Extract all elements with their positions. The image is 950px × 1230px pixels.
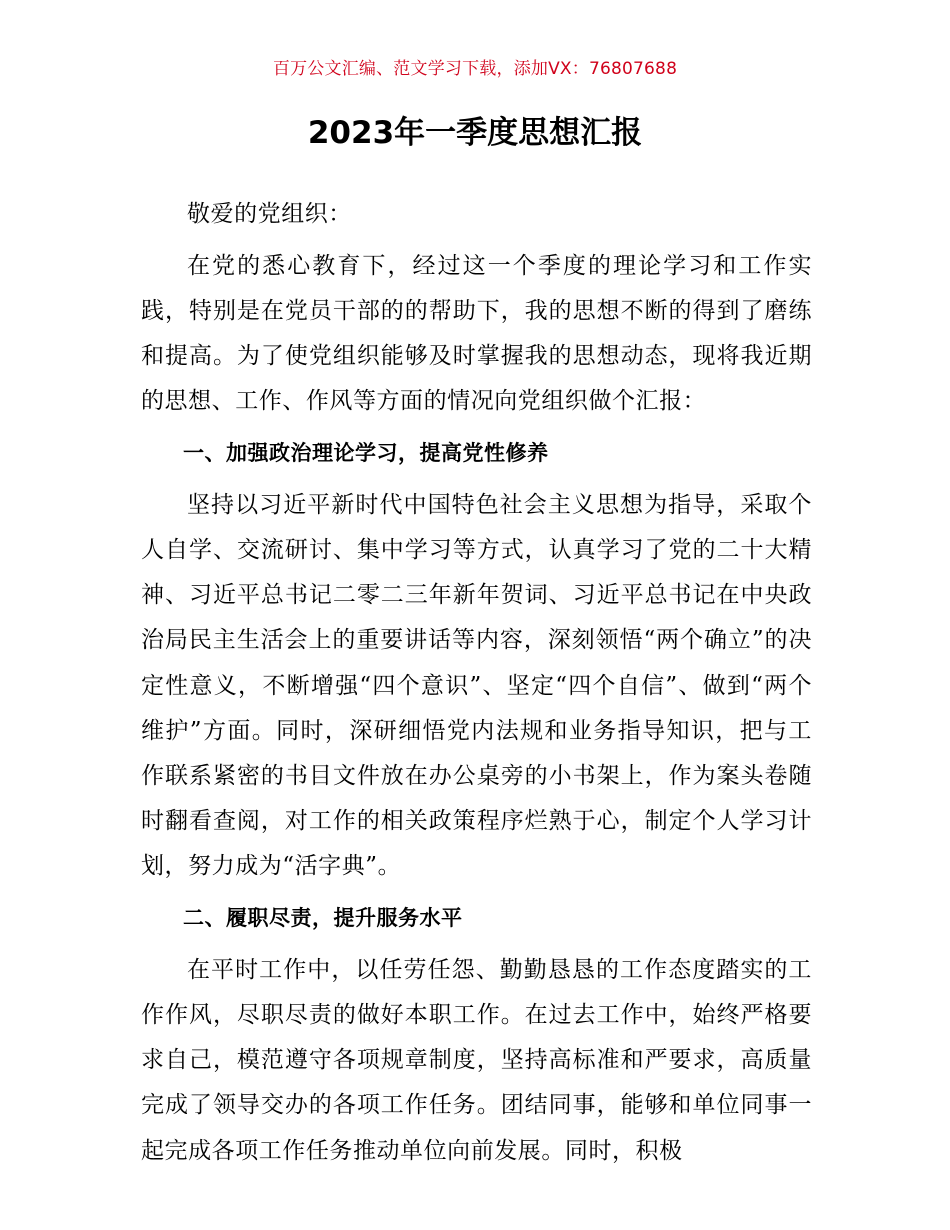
section-paragraph-2: 在平时工作中，以任劳任怨、勤勤恳恳的工作态度踏实的工作作风，尽职尽责的做好本职工作。在过去工作中，始终严格要求自己，模范遵守各项规章制度，坚持高标准和严要求，高质量完成了领导交办的各项工作任务。团结同事，能够和单位同事一起完成各项工作任务推动单位向前发展。同时，积极 [141,956,812,1164]
section-heading-2: 二、履职尽责，提升服务水平 [183,906,463,931]
section-heading-1: 一、加强政治理论学习，提高党性修养 [183,441,549,466]
promo-banner: 百万公文汇编、范文学习下载，添加VX：76807688 [272,59,678,79]
salutation: 敬爱的党组织： [187,201,352,227]
document-body [141,192,812,1180]
intro-paragraph: 在党的悉心教育下，经过这一个季度的理论学习和工作实践，特别是在党员干部的的帮助下，我的思想不断的得到了磨练和提高。为了使党组织能够及时掌握我的思想动态，现将我近期的思想、工作、作风等方面的情况向党组织做个汇报： [141,252,812,415]
section-paragraph-1: 坚持以习近平新时代中国特色社会主义思想为指导，采取个人自学、交流研讨、集中学习等方式，认真学习了党的二十大精神、习近平总书记二零二三年新年贺词、习近平总书记在中央政治局民主生活会上的重要讲话等内容，深刻领悟“两个确立”的决定性意义，不断增强“四个意识”、坚定“四个自信”、做到“两个维护”方面。同时，深研细悟党内法规和业务指导知识，把与工作联系紧密的书目文件放在办公桌旁的小书架上，作为案头卷随时翻看查阅，对工作的相关政策程序烂熟于心，制定个人学习计划，努力成为“活字典”。 [141,491,812,880]
document-title: 2023年一季度思想汇报 [307,115,643,151]
